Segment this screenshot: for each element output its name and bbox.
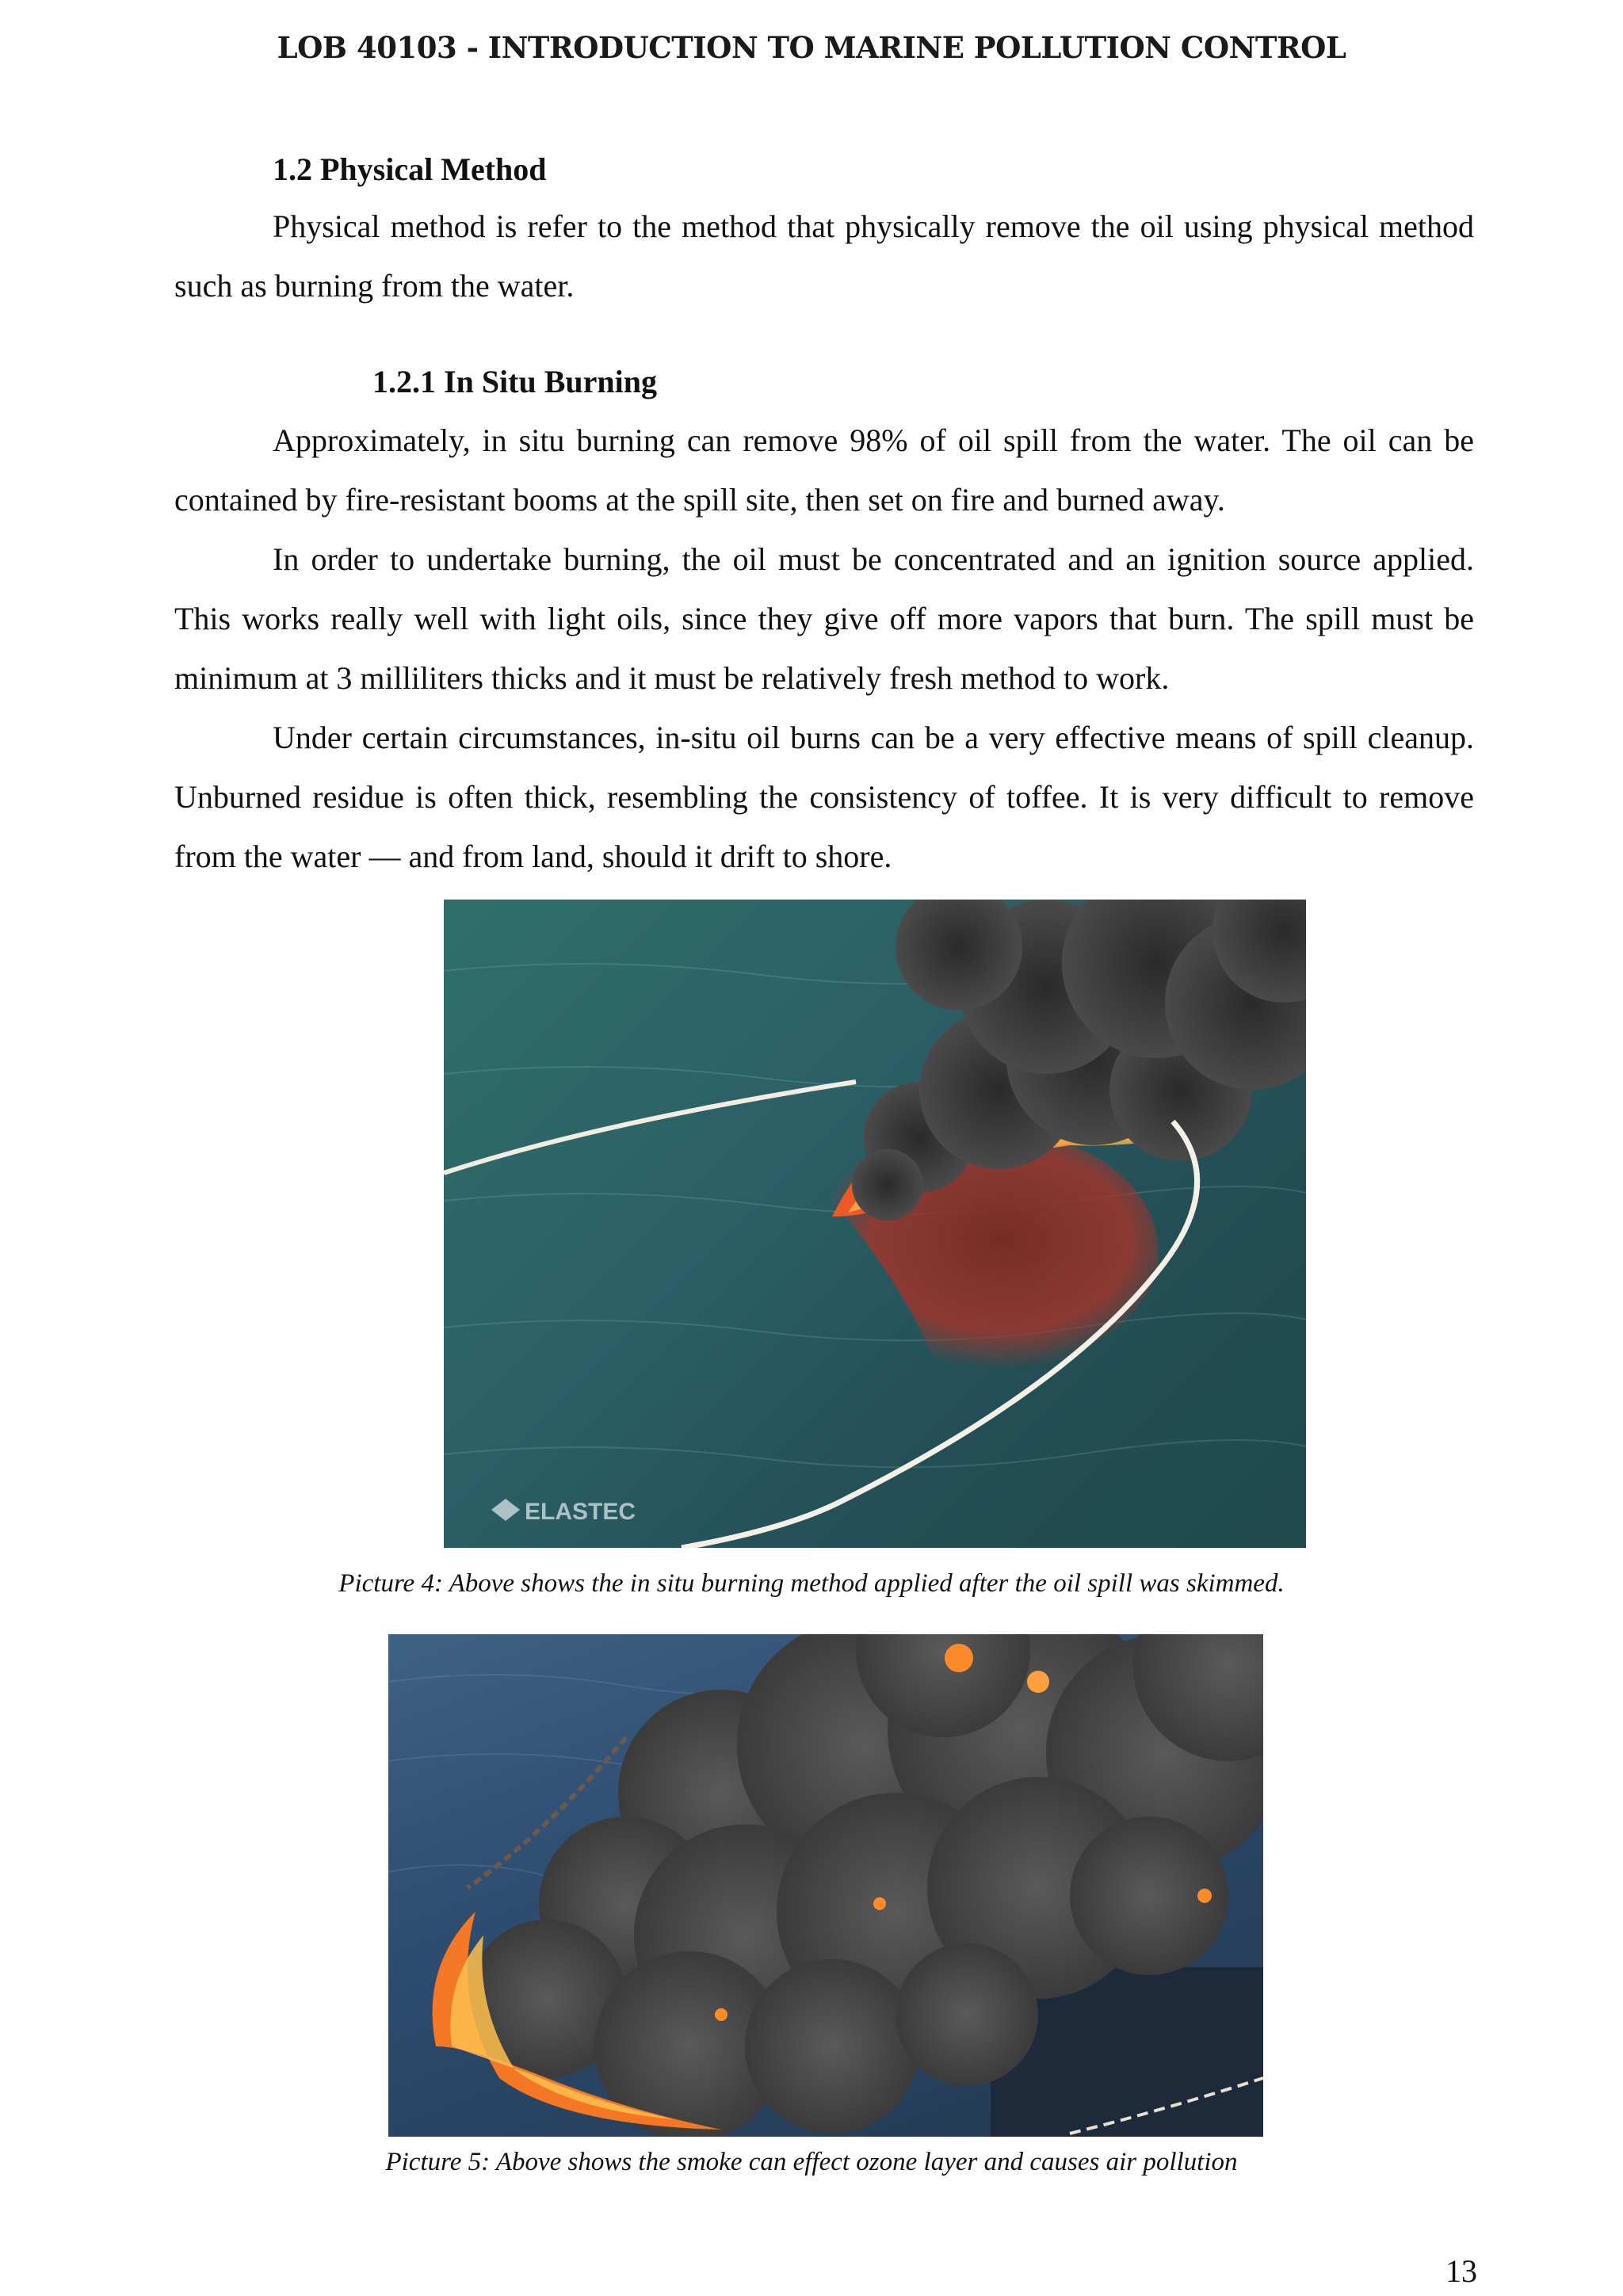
section-intro-paragraph: Physical method is refer to the method that physically remove the oil using physical method such as burning from the water. — [174, 208, 1474, 304]
subsection-heading: 1.2.1 In Situ Burning — [372, 364, 658, 399]
figure-caption-5: Picture 5: Above shows the smoke can effect ozone layer and causes air pollution — [385, 2148, 1238, 2176]
in-situ-burning-illustration — [444, 900, 1306, 1548]
paragraph-3: Under certain circumstances, in-situ oil burns can be a very effective means of spill cleanup. Unburned residue is often thick, resembling the consistency of toffee. It is very difficult to remove from the water — and from land, should it drift to shore. — [174, 720, 1474, 874]
page-number: 13 — [1445, 2253, 1477, 2289]
smoke-fire-illustration — [388, 1634, 1263, 2137]
figure-smoke-pollution-photo — [388, 1634, 1263, 2137]
paragraph-2: In order to undertake burning, the oil must be concentrated and an ignition source applied. This works really well with light oils, since they give off more vapors that burn. The spill must be minimum at 3 milliliters thicks and it must be relatively fresh method to work. — [174, 541, 1474, 696]
page-header: LOB 40103 - INTRODUCTION TO MARINE POLLUTION CONTROL — [277, 30, 1346, 65]
section-heading: 1.2 Physical Method — [273, 151, 547, 187]
watermark-text: ELASTEC — [525, 1499, 636, 1525]
elastec-watermark — [491, 1499, 520, 1521]
figure-caption-4: Picture 4: Above shows the in situ burning method applied after the oil spill was skimmed. — [338, 1569, 1285, 1598]
figure-in-situ-burning-photo — [444, 900, 1306, 1548]
paragraph-1: Approximately, in situ burning can remove 98% of oil spill from the water. The oil can be contained by fire-resistant booms at the spill site, then set on fire and burned away. — [174, 422, 1474, 518]
